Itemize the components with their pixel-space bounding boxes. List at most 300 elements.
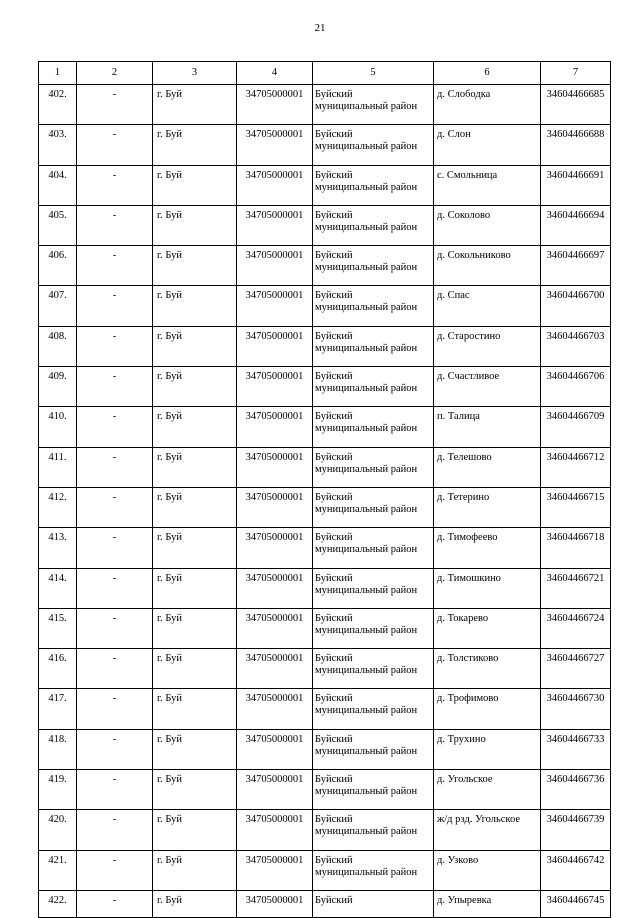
column-2-cell [77,326,153,366]
city-cell [153,528,237,568]
settlement-code-text: 34604466718 [546,532,605,544]
row-number-cell [39,528,77,568]
city-text: г. Буй [157,89,183,100]
district-text: Буйский [315,532,353,544]
district-text: Буйский [315,572,353,584]
settlement-text: с. Смольница [437,169,498,181]
district-text: муниципальный район [315,745,418,757]
oktmo-city-code-text: 34705000001 [245,814,304,826]
column-2-cell [77,367,153,407]
city-text: г. Буй [157,411,183,423]
column-2-cell [77,810,153,850]
district-text: муниципальный район [315,866,418,878]
district-text: Буйский [315,411,353,423]
column-2-cell [77,528,153,568]
oktmo-city-code-cell [237,205,313,245]
column-header: 4 [237,62,313,85]
district-text: Буйский [315,250,353,262]
table-row [39,326,611,366]
row-number-text: 408. [48,330,67,342]
table-row [39,770,611,810]
settlement-text: д. Тимофеево [437,532,498,544]
row-number-cell [39,407,77,447]
table-row [39,850,611,890]
settlement-code-cell [541,810,611,850]
row-number-text: 410. [48,411,67,423]
city-text: г. Буй [157,733,183,745]
settlement-code-cell [541,890,611,917]
table-row [39,689,611,729]
city-cell [153,165,237,205]
oktmo-city-code-cell [237,246,313,286]
row-number-text: 417. [48,693,67,705]
district-cell [313,770,434,810]
column-2-cell [77,689,153,729]
settlement-cell [434,85,541,125]
column-2-text: - [112,371,117,383]
oktmo-city-code-cell [237,568,313,608]
row-number-cell [39,125,77,165]
settlement-code-cell [541,729,611,769]
table-row [39,165,611,205]
page-number: 21 [314,22,326,34]
row-number-cell [39,326,77,366]
district-cell [313,487,434,527]
settlement-text: д. Сокольниково [437,250,511,262]
column-2-text: - [112,451,117,463]
district-cell [313,125,434,165]
row-number-text: 405. [48,209,67,221]
settlement-code-cell [541,407,611,447]
city-text: г. Буй [157,854,183,866]
table-row [39,407,611,447]
row-number-text: 412. [48,491,67,503]
settlement-code-cell [541,367,611,407]
city-text: г. Буй [157,774,183,786]
city-cell [153,125,237,165]
city-cell [153,810,237,850]
settlement-code-cell [541,608,611,648]
settlement-code-cell [541,528,611,568]
column-2-text: - [112,693,117,705]
column-2-cell [77,649,153,689]
settlement-code-text: 34604466697 [546,250,605,262]
district-text: муниципальный район [315,584,418,596]
city-cell [153,689,237,729]
row-number-cell [39,85,77,125]
column-2-text: - [112,290,117,302]
oktmo-city-code-cell [237,890,313,917]
settlement-cell [434,689,541,729]
table-row [39,729,611,769]
district-text: Буйский [315,894,353,906]
oktmo-city-code-cell [237,125,313,165]
table-row [39,447,611,487]
table-row [39,85,611,125]
settlement-code-text: 34604466724 [546,612,605,624]
settlement-code-cell [541,770,611,810]
settlement-code-text: 34604466730 [546,693,605,705]
settlement-cell [434,205,541,245]
settlement-cell [434,528,541,568]
oktmo-city-code-text: 34705000001 [245,209,304,221]
oktmo-city-code-cell [237,810,313,850]
settlement-cell [434,770,541,810]
district-cell [313,729,434,769]
oktmo-city-code-text: 34705000001 [245,572,304,584]
city-cell [153,487,237,527]
row-number-text: 414. [48,572,67,584]
district-text: Буйский [315,612,353,624]
settlement-code-cell [541,286,611,326]
city-text: г. Буй [157,653,183,665]
city-text: г. Буй [157,572,183,584]
settlement-code-text: 34604466709 [546,411,605,423]
column-2-cell [77,850,153,890]
oktmo-city-code-cell [237,487,313,527]
oktmo-city-code-text: 34705000001 [245,451,304,463]
row-number-cell [39,608,77,648]
settlement-cell [434,447,541,487]
row-number-cell [39,850,77,890]
settlement-code-cell [541,447,611,487]
row-number-text: 402. [48,89,67,100]
row-number-text: 409. [48,371,67,383]
settlement-text: д. Старостино [437,330,501,342]
district-cell [313,407,434,447]
row-number-cell [39,487,77,527]
oktmo-city-code-cell [237,85,313,125]
settlement-cell [434,850,541,890]
row-number-cell [39,689,77,729]
district-text: муниципальный район [315,302,418,314]
column-2-text: - [112,129,117,141]
city-cell [153,568,237,608]
city-text: г. Буй [157,451,183,463]
oktmo-city-code-text: 34705000001 [245,894,304,906]
district-text: Буйский [315,693,353,705]
settlement-code-cell [541,568,611,608]
settlement-code-text: 34604466736 [546,774,605,786]
settlement-code-text: 34604466703 [546,330,605,342]
column-2-cell [77,205,153,245]
table-row [39,649,611,689]
settlement-text: д. Счастливое [437,371,500,383]
column-2-cell [77,447,153,487]
table-row [39,487,611,527]
column-2-text: - [112,209,117,221]
district-cell [313,810,434,850]
settlement-cell [434,326,541,366]
district-text: муниципальный район [315,826,418,838]
oktmo-city-code-cell [237,165,313,205]
city-text: г. Буй [157,290,183,302]
column-2-text: - [112,411,117,423]
city-text: г. Буй [157,371,183,383]
district-text: муниципальный район [315,503,418,515]
column-2-cell [77,608,153,648]
settlement-code-cell [541,125,611,165]
row-number-text: 422. [48,894,67,906]
table-row [39,286,611,326]
district-text: муниципальный район [315,544,418,556]
column-2-cell [77,729,153,769]
district-cell [313,246,434,286]
column-header: 3 [153,62,237,85]
oktmo-city-code-text: 34705000001 [245,290,304,302]
city-cell [153,649,237,689]
district-text: Буйский [315,330,353,342]
column-header: 7 [541,62,611,85]
registry-table [38,61,611,918]
oktmo-city-code-text: 34705000001 [245,774,304,786]
district-cell [313,326,434,366]
district-text: Буйский [315,733,353,745]
settlement-text: д. Слон [437,129,471,141]
settlement-cell [434,286,541,326]
district-text: Буйский [315,371,353,383]
column-2-cell [77,890,153,917]
table-row [39,205,611,245]
city-cell [153,205,237,245]
column-2-cell [77,125,153,165]
district-cell [313,608,434,648]
city-text: г. Буй [157,250,183,262]
settlement-text: д. Слободка [437,89,491,100]
settlement-text: д. Тетерино [437,491,490,503]
oktmo-city-code-text: 34705000001 [245,129,304,141]
city-cell [153,608,237,648]
city-cell [153,246,237,286]
oktmo-city-code-text: 34705000001 [245,411,304,423]
settlement-code-text: 34604466733 [546,733,605,745]
city-cell [153,890,237,917]
district-text: муниципальный район [315,705,418,717]
oktmo-city-code-cell [237,326,313,366]
district-text: муниципальный район [315,463,418,475]
settlement-text: ж/д рзд. Угольское [437,814,521,826]
settlement-text: д. Узково [437,854,479,866]
district-text: Буйский [315,129,353,141]
district-cell [313,649,434,689]
settlement-text: п. Талица [437,411,480,423]
table-row [39,528,611,568]
column-2-cell [77,246,153,286]
row-number-text: 407. [48,290,67,302]
city-text: г. Буй [157,491,183,503]
settlement-code-cell [541,205,611,245]
table-row [39,367,611,407]
settlement-code-text: 34604466745 [546,894,605,906]
settlement-code-text: 34604466700 [546,290,605,302]
oktmo-city-code-cell [237,608,313,648]
settlement-cell [434,810,541,850]
column-2-text: - [112,491,117,503]
column-2-cell [77,770,153,810]
column-2-cell [77,286,153,326]
oktmo-city-code-text: 34705000001 [245,612,304,624]
oktmo-city-code-cell [237,729,313,769]
district-text: Буйский [315,814,353,826]
district-text: муниципальный район [315,665,418,677]
row-number-text: 404. [48,169,67,181]
city-text: г. Буй [157,612,183,624]
district-text: муниципальный район [315,101,418,112]
settlement-code-cell [541,649,611,689]
settlement-code-cell [541,85,611,125]
row-number-cell [39,649,77,689]
oktmo-city-code-cell [237,649,313,689]
settlement-text: д. Угольское [437,774,493,786]
oktmo-city-code-cell [237,286,313,326]
oktmo-city-code-cell [237,367,313,407]
column-2-text: - [112,89,117,100]
settlement-cell [434,729,541,769]
district-text: муниципальный район [315,262,418,274]
settlement-text: д. Токарево [437,612,489,624]
city-text: г. Буй [157,169,183,181]
oktmo-city-code-text: 34705000001 [245,250,304,262]
district-cell [313,568,434,608]
row-number-cell [39,367,77,407]
settlement-text: д. Трофимово [437,693,499,705]
settlement-code-text: 34604466739 [546,814,605,826]
column-2-text: - [112,854,117,866]
settlement-code-text: 34604466688 [546,129,605,141]
settlement-code-text: 34604466742 [546,854,605,866]
table-row [39,608,611,648]
row-number-cell [39,568,77,608]
city-text: г. Буй [157,693,183,705]
settlement-cell [434,407,541,447]
table-row [39,890,611,917]
row-number-text: 418. [48,733,67,745]
settlement-code-text: 34604466706 [546,371,605,383]
settlement-text: д. Соколово [437,209,491,221]
settlement-cell [434,487,541,527]
oktmo-city-code-text: 34705000001 [245,653,304,665]
district-cell [313,850,434,890]
settlement-cell [434,608,541,648]
row-number-text: 406. [48,250,67,262]
city-cell [153,286,237,326]
settlement-code-cell [541,326,611,366]
district-text: муниципальный район [315,423,418,435]
oktmo-city-code-cell [237,770,313,810]
district-text: муниципальный район [315,624,418,636]
row-number-text: 411. [48,451,67,463]
district-text: муниципальный район [315,342,418,354]
settlement-code-text: 34604466715 [546,491,605,503]
settlement-cell [434,246,541,286]
column-header: 2 [77,62,153,85]
district-text: Буйский [315,169,353,181]
settlement-code-cell [541,850,611,890]
row-number-cell [39,447,77,487]
row-number-text: 403. [48,129,67,141]
row-number-cell [39,165,77,205]
settlement-code-cell [541,487,611,527]
table-row [39,125,611,165]
district-text: Буйский [315,774,353,786]
header-row [39,62,611,85]
district-text: муниципальный район [315,383,418,395]
settlement-code-text: 34604466685 [546,89,605,100]
district-text: Буйский [315,854,353,866]
district-text: Буйский [315,290,353,302]
district-text: Буйский [315,491,353,503]
table-row [39,568,611,608]
column-2-cell [77,407,153,447]
settlement-text: д. Спас [437,290,470,302]
district-cell [313,447,434,487]
district-text: Буйский [315,89,353,100]
city-cell [153,367,237,407]
city-cell [153,326,237,366]
district-cell [313,165,434,205]
district-text: муниципальный район [315,141,418,153]
table-row [39,810,611,850]
column-header: 1 [39,62,77,85]
district-text: Буйский [315,451,353,463]
oktmo-city-code-text: 34705000001 [245,371,304,383]
district-cell [313,286,434,326]
column-2-text: - [112,814,117,826]
settlement-text: д. Трухино [437,733,486,745]
row-number-text: 413. [48,532,67,544]
row-number-text: 416. [48,653,67,665]
row-number-cell [39,205,77,245]
city-text: г. Буй [157,129,183,141]
row-number-text: 421. [48,854,67,866]
oktmo-city-code-text: 34705000001 [245,733,304,745]
settlement-code-text: 34604466727 [546,653,605,665]
city-cell [153,447,237,487]
column-2-cell [77,568,153,608]
column-2-text: - [112,330,117,342]
city-cell [153,407,237,447]
city-text: г. Буй [157,532,183,544]
city-cell [153,85,237,125]
oktmo-city-code-text: 34705000001 [245,854,304,866]
oktmo-city-code-cell [237,407,313,447]
column-2-cell [77,487,153,527]
settlement-code-cell [541,165,611,205]
settlement-text: д. Толстиково [437,653,499,665]
district-text: Буйский [315,209,353,221]
settlement-code-text: 34604466694 [546,209,605,221]
settlement-code-cell [541,246,611,286]
city-cell [153,850,237,890]
row-number-cell [39,729,77,769]
row-number-cell [39,246,77,286]
settlement-cell [434,890,541,917]
city-text: г. Буй [157,209,183,221]
city-cell [153,729,237,769]
column-2-text: - [112,894,117,906]
city-text: г. Буй [157,894,183,906]
oktmo-city-code-text: 34705000001 [245,330,304,342]
settlement-code-text: 34604466721 [546,572,605,584]
column-2-text: - [112,774,117,786]
table-row [39,246,611,286]
settlement-code-cell [541,689,611,729]
column-2-cell [77,165,153,205]
row-number-cell [39,286,77,326]
settlement-cell [434,125,541,165]
row-number-text: 420. [48,814,67,826]
oktmo-city-code-cell [237,447,313,487]
